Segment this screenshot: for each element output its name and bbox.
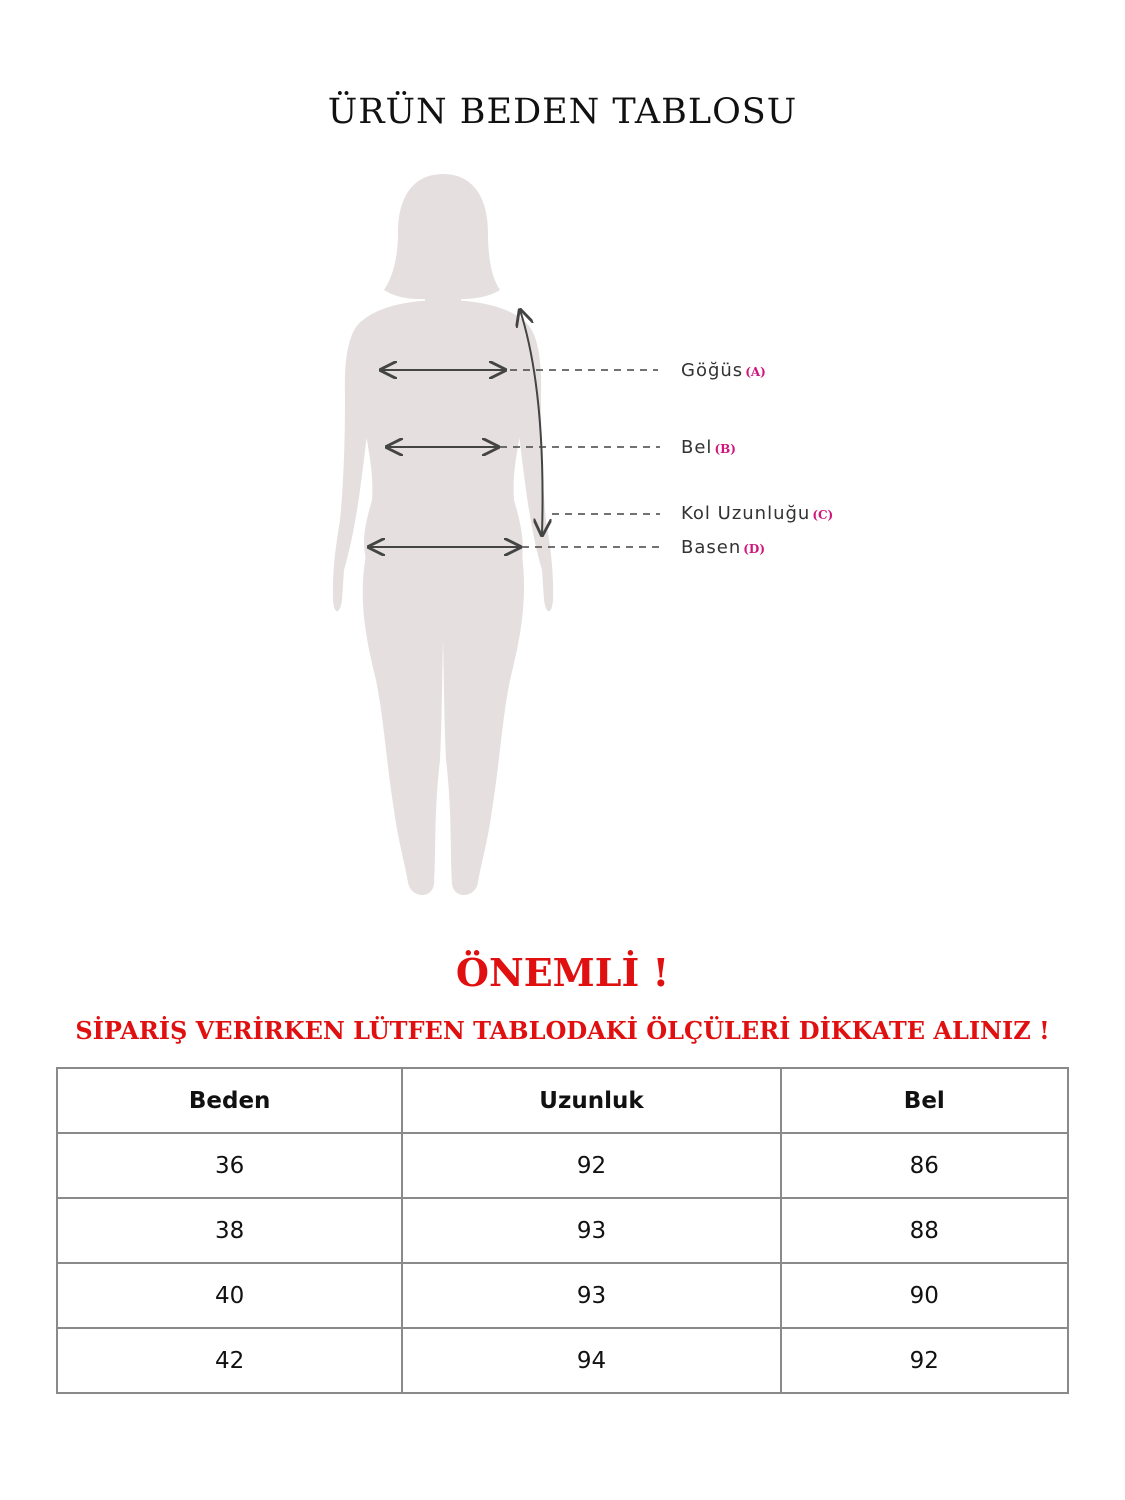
measure-name: Bel: [681, 437, 713, 458]
measure-code: (D): [743, 542, 766, 556]
table-row: [57, 1328, 1068, 1393]
cell-beden: 40: [57, 1263, 402, 1328]
measure-label-sleeve: [681, 503, 833, 524]
table-row: [57, 1198, 1068, 1263]
body-silhouette: [0, 160, 1125, 920]
table-row: [57, 1263, 1068, 1328]
size-table: [56, 1067, 1069, 1394]
cell-bel: 90: [781, 1263, 1068, 1328]
cell-bel: 88: [781, 1198, 1068, 1263]
measure-label-hip: [681, 537, 765, 558]
header-uzunluk: Uzunluk: [402, 1068, 780, 1133]
cell-uzunluk: 93: [402, 1198, 780, 1263]
measure-label-chest: [681, 360, 766, 381]
woman-silhouette-icon: [333, 174, 553, 895]
cell-beden: 36: [57, 1133, 402, 1198]
measure-code: (B): [714, 442, 736, 456]
measure-name: Kol Uzunluğu: [681, 503, 811, 524]
measure-label-waist: [681, 437, 736, 458]
body-measurement-figure: [0, 160, 1125, 920]
measure-code: (C): [812, 508, 834, 522]
cell-uzunluk: 94: [402, 1328, 780, 1393]
cell-bel: 86: [781, 1133, 1068, 1198]
cell-bel: 92: [781, 1328, 1068, 1393]
measure-name: Göğüs: [681, 360, 744, 381]
measure-code: (A): [745, 365, 766, 379]
cell-beden: 38: [57, 1198, 402, 1263]
cell-uzunluk: 93: [402, 1263, 780, 1328]
cell-beden: 42: [57, 1328, 402, 1393]
table-header-row: [57, 1068, 1068, 1133]
header-beden: Beden: [57, 1068, 402, 1133]
important-heading: ÖNEMLİ !: [455, 950, 670, 995]
order-notice: SİPARİŞ VERİRKEN LÜTFEN TABLODAKİ ÖLÇÜLERİ DİKKATE ALINIZ !: [75, 1016, 1050, 1045]
header-bel: Bel: [781, 1068, 1068, 1133]
page-title: ÜRÜN BEDEN TABLOSU: [327, 92, 798, 132]
cell-uzunluk: 92: [402, 1133, 780, 1198]
table-row: [57, 1133, 1068, 1198]
measure-name: Basen: [681, 537, 742, 558]
